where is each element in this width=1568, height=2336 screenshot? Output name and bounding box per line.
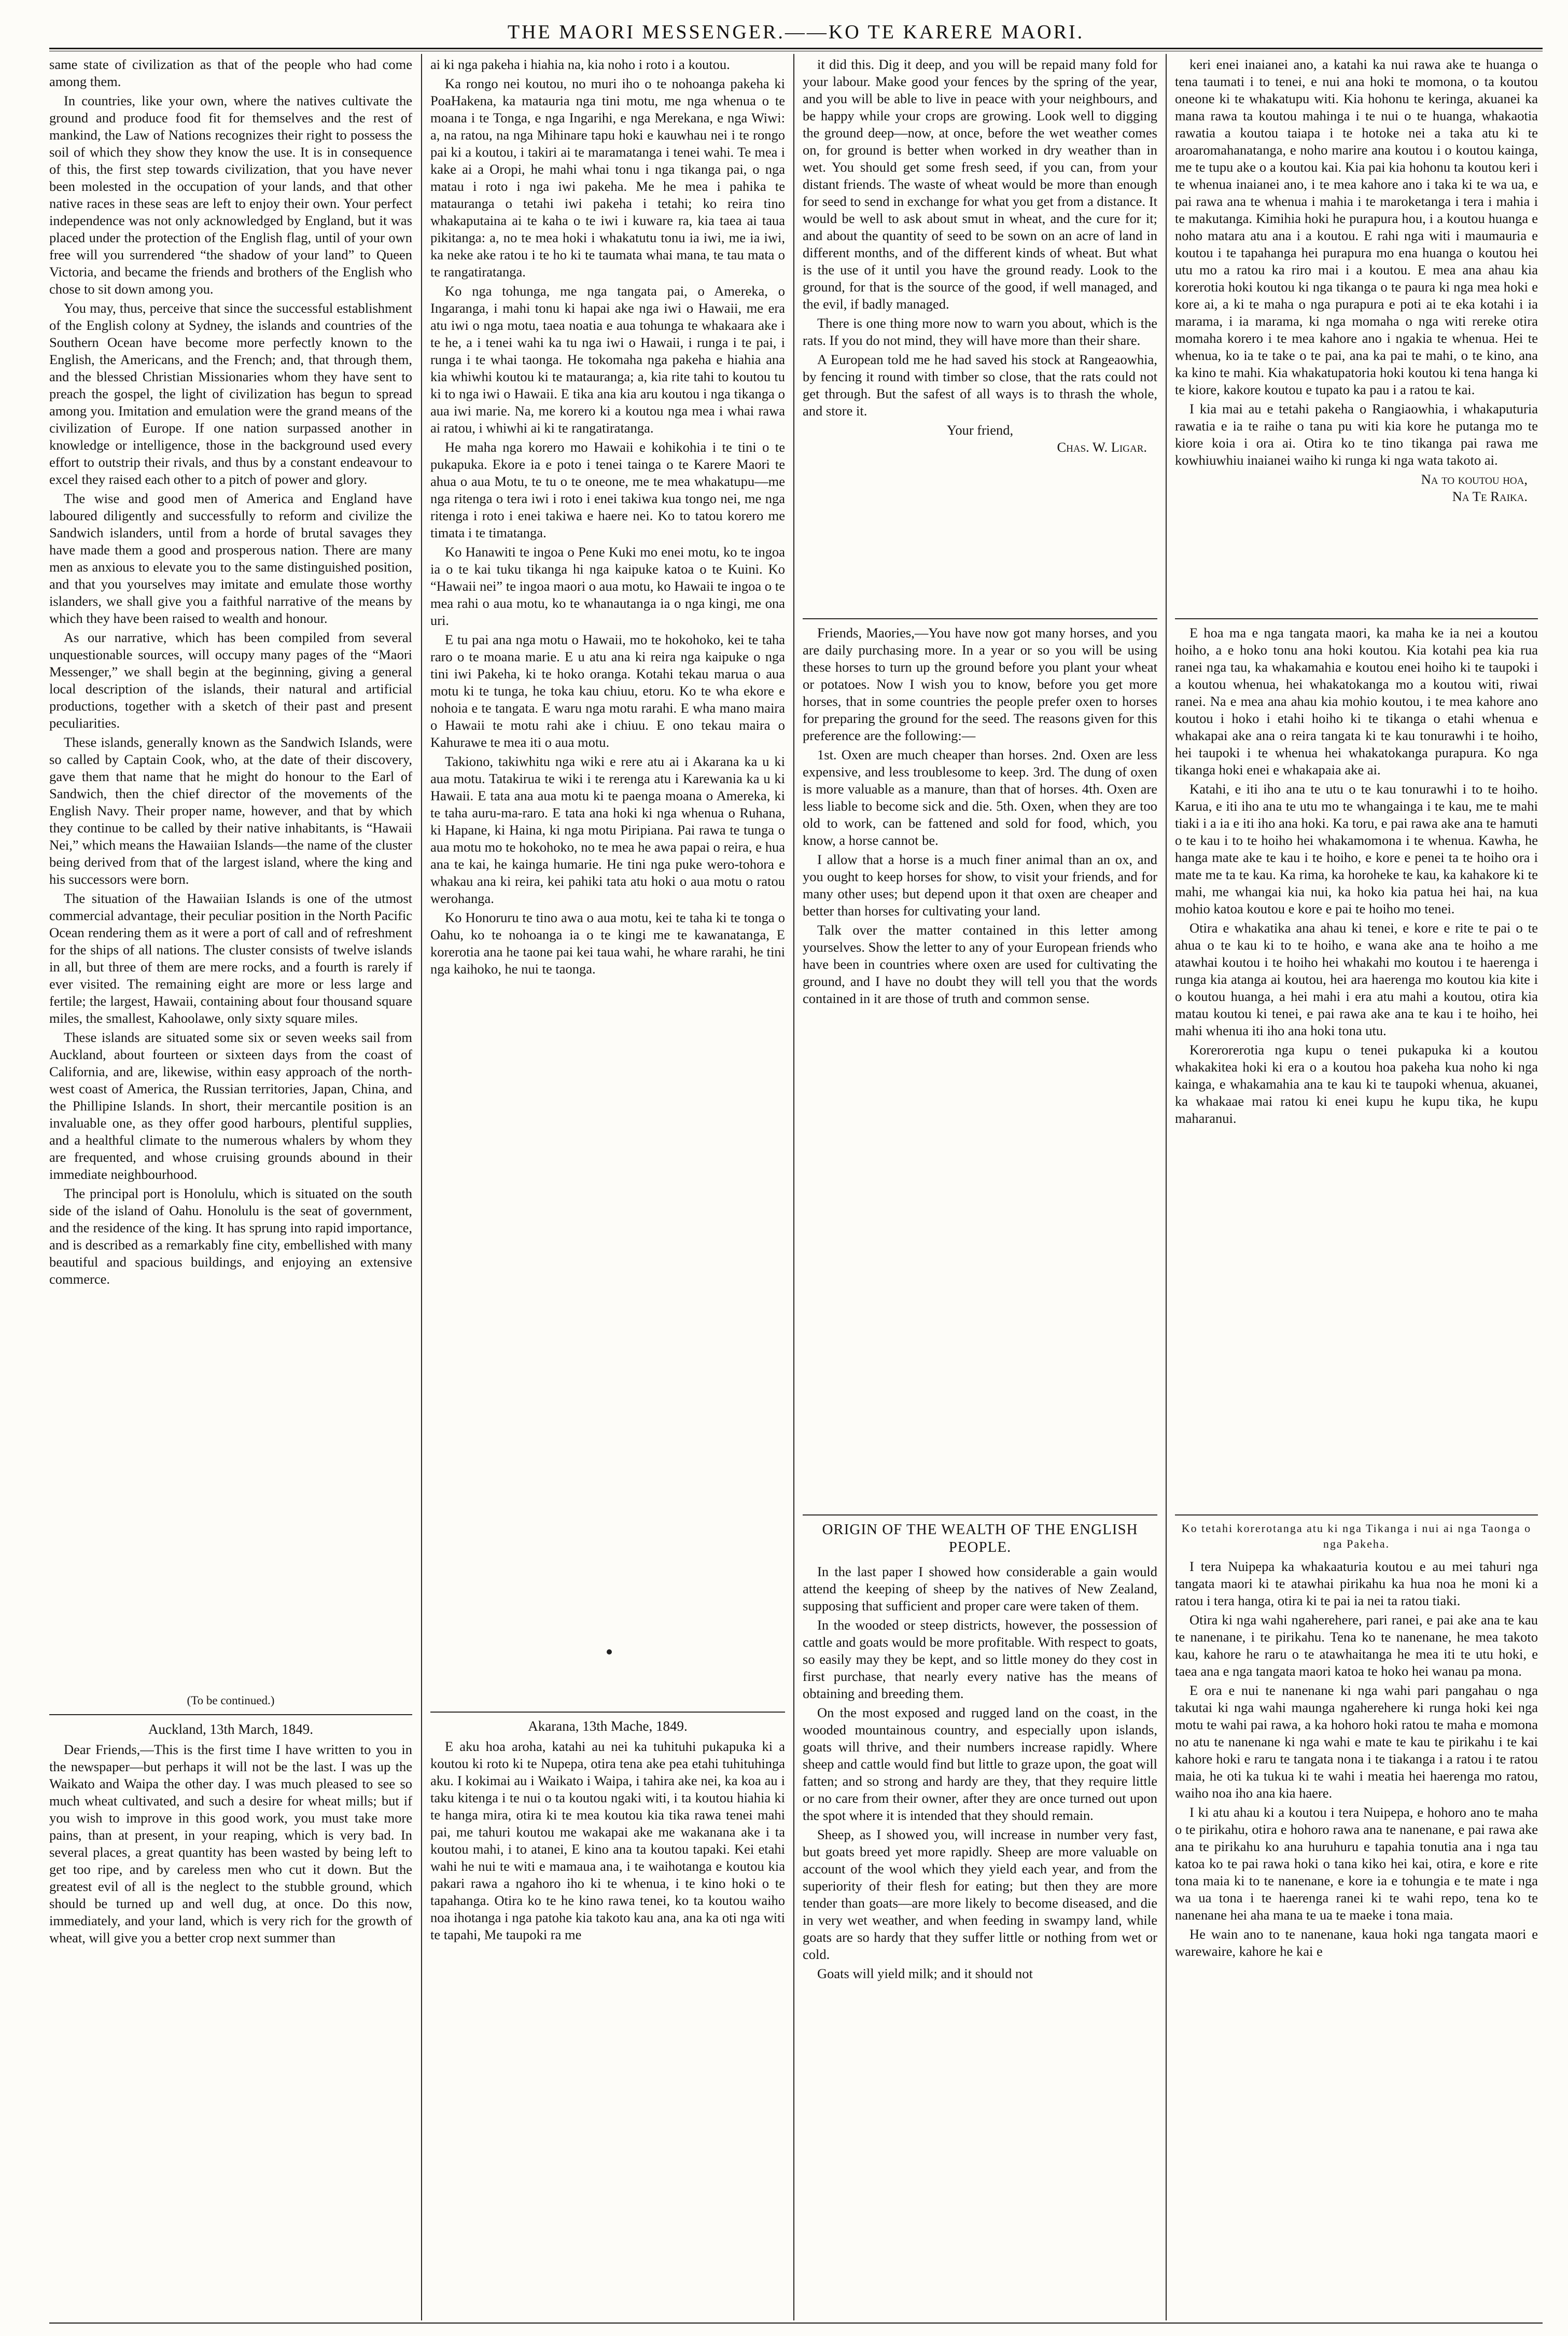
column-english-hawaii xyxy=(49,56,412,1690)
column-divider-2 xyxy=(793,54,794,2320)
ornament-dot xyxy=(607,1649,612,1654)
horses-article-english xyxy=(803,613,1157,1225)
letter-english xyxy=(49,1721,412,2317)
letter-maori xyxy=(430,1706,785,2318)
article-paragraph: same state of civilization as that of the people who had come among them. xyxy=(49,57,412,89)
letter-paragraph: E aku hoa aroha, katahi au nei ka tuhituhi pukapuka ki a koutou ki roto ki te Nupepa, otira tena ake pea etahi tuhituhinga aku. I kokimai au i Waikato i Waipa, i tahira ake nei, ka koa au i taku kitenga i te nui o ta koutou ngaki witi, i ta koutou hiahia ki te hanga mira, otira ki te mea koutou kia tika rawa tenei mahi pai, me tahuri koutou me wakapai ake me wakanana ake i ta koutou mahi, i to atanei, E kino ana ta koutou tapaki. Kei etahi wahi he nui te witi e mamaua ana, i te waihotanga e koutou kia pakari rawa a ngahoro iho ki te whenua, i te kino hoki o te tapahanga. Otira ko te he kino rawa tenei, ko ta koutou waiho noa ihotanga i nga patohe kia takoto kau ana, ana ka oti nga witi te tapahi, Me taupoki ra me xyxy=(430,1739,785,1942)
article-paragraph: Ka rongo nei koutou, no muri iho o te nohoanga pakeha ki PoaHakena, ka matauria nga tini motu, me nga whenua o te moana i te Tonga, e nga Ingarihi, e nga Merekana, e nga Wiwi: a, na ratou, na nga Mihinare tapu hoki e kauwhau nei i te rongo pai ki a koutou, i takiri ai te maramatanga i tenei wahi. Te mea i kake ai a Oropi, he mahi whai tonu i nga tikanga pai, o nga matau i roto i nga iwi pakeha. Me he mea i pahika te matauranga o tetahi iwi pakeha i tetahi; ko reira tino whakaputaina ai te kaha o te iwi i kuware ra, kia taea ai taua pikitanga: a, no te mea hoki i whakatutu tonu ia iwi, me ia iwi, ka neke ake ratou i te ho ki te taumata whai mana, te tau mata o te rangatiratanga. xyxy=(430,76,785,280)
origin-article-maori xyxy=(1175,1509,1538,2318)
article-paragraph: ai ki nga pakeha i hiahia na, kia noho i roto i a koutou. xyxy=(430,57,730,72)
article-paragraph: 1st. Oxen are much cheaper than horses. 2nd. Oxen are less expensive, and less troublesome to keep. 3rd. The dung of oxen is more valuable as a manure, than that of horses. 4th. Oxen are less liable to become sick and die. 5th. Oxen, when they are too old to work, can be fattened and sold for food, which, you know, a horse cannot be. xyxy=(803,747,1157,848)
letter-signature: Chas. W. Ligar. xyxy=(1057,439,1147,455)
letter-closing: Na to koutou hoa, xyxy=(1421,471,1528,487)
article-paragraph: In the wooded or steep districts, however, the possession of cattle and goats would be more profitable. With respect to goats, so easily may they be kept, and so little money do they cost in first purchase, that nearly every native has the means of obtaining and breeding them. xyxy=(803,1617,1157,1701)
letter-closing: Your friend, xyxy=(946,422,1014,438)
section-rule xyxy=(1175,1514,1538,1515)
origin-article-english xyxy=(803,1509,1157,2318)
article-heading: Ko tetahi korerotanga atu ki nga Tikanga i nui ai nga Taonga o nga Pakeha. xyxy=(1181,1522,1532,1550)
article-paragraph: I ki atu ahau ki a koutou i tera Nuipepa, e hohoro ano te maha o te pirikahu, otira e hohoro rawa ana te nanenane, e pai rawa ake ana te pirikahu ko ana huruhuru e tapahia tonutia ana i nga tau katoa ko te pai rawa hoki o tana kiko hei kai, otira, e kore e rite tona maia ki to te nanenane, e kore ia e tohungia e te mate i nga wa ua tona i te haerenga ranei ki te wahi repo, tena ko te nanenane hei aha mana te ua te maeke i tona maia. xyxy=(1175,1804,1538,1923)
letter-continuation-english xyxy=(803,56,1157,554)
letter-continuation-maori xyxy=(1175,56,1538,611)
to-be-continued: (To be continued.) xyxy=(187,1694,275,1707)
letter-paragraph: Dear Friends,—This is the first time I have written to you in the newspaper—but perhaps it will not be the last. I was up the Waikato and Waipa the other day. I was much pleased to see so much wheat cultivated, and such a desire for wheat mills; but if you wish to improve in this good work, you must take more pains, than at present, in your reaping, which is very bad. In several places, a great quantity has been wasted by being left to get too ripe, and by careless men who cut it down. But the greatest evil of all is the neglect to the stubble ground, which should be turned up and well dug, at once. Do this now, immediately, and your land, which is very rich for the growth of wheat, will give you a better crop next summer than xyxy=(49,1742,412,1945)
article-paragraph: Ko Hanawiti te ingoa o Pene Kuki mo enei motu, ko te ingoa ia o te kai tuku tikanga hi nga kaipuke katoa o te Kuini. Ko “Hawaii nei” te ingoa maori o aua motu, ko Hawaii te ingoa o te mea rahi o aua motu, ko te whanautanga ia o nga kingi, me ona uri. xyxy=(430,544,785,628)
article-heading: ORIGIN OF THE WEALTH OF THE ENGLISH PEOPLE. xyxy=(822,1521,1138,1555)
article-paragraph: Goats will yield milk; and it should not xyxy=(817,1966,1033,1981)
masthead-rule xyxy=(49,48,1543,49)
letter-paragraph: it did this. Dig it deep, and you will be repaid many fold for your labour. Make good your fences by the spring of the year, and you will be able to live in peace with your neighbours, and be happy while your crops are growing. Look well to digging the ground deep—now, at once, before the wet weather comes on, for ground is better when worked in dry weather than in wet. You should get some fresh seed, if you can, from your distant friends. The waste of wheat would be more than enough for seed to send in exchange for what you get from a distance. It would be well to ask about smut in wheat, and the cure for it; and about the quantity of seed to be sown on an acre of land in different months, and of the different kinds of wheat. But what is the use of it until you have the ground ready. Look to the ground, for that is the source of the good, if well managed, and the evil, if badly managed. xyxy=(803,57,1157,312)
article-paragraph: Katahi, e iti iho ana te utu o te kau tonurawhi i to te hoiho. Karua, e iti iho ana te utu mo te whangainga i te kau, me te mahi tiaki i a ia e iti iho ana hoki. Ka toru, e pai rawa ake ana te hamuti o te kau i to te hoiho hei whakamomona i te whenua. Kawha, he hanga mate ake te kau i te hoiho, e kore e penei ta te hoiho ora i mate me ta te kau. Ka rima, ka horoheke te kau, ka kahakore ki te mahi, me whangai kia nui, ka hoko kia patua hei hai, na kua mohio katoa koutou e kore e pai te hoiho mo tenei. xyxy=(1175,781,1538,916)
section-rule xyxy=(803,618,1157,619)
article-paragraph: E tu pai ana nga motu o Hawaii, mo te hokohoko, kei te taha raro o te moana marie. E u atu ana ki reira nga kaipuke o nga tini iwi Pakeha, ki te hoko oranga. Kotahi tekau marua o aua motu ki te tunga, he toka kau chiuu, etoru. Ko te wha ekore e nohoia e te tangata. E waru nga motu rarahi. E wha mano maira o Hawaii te motu rahi ake i chiuu. E ono tekau maira o Kahurawe te mea iti o aua motu. xyxy=(430,632,785,750)
article-paragraph: In the last paper I showed how considerable a gain would attend the keeping of sheep by the natives of New Zealand, supposing that sufficient and proper care were taken of them. xyxy=(803,1564,1157,1614)
section-rule xyxy=(1175,618,1538,619)
article-paragraph: Sheep, as I showed you, will increase in number very fast, but goats breed yet more rapidly. Sheep are more valuable on account of the wool which they yield each year, and from the superiority of their flesh for eating; but then they are more tender than goats—are more likely to become diseased, and die in very wet weather, and when feeding in swampy land, while goats are so hardy that they suffer little or nothing from wet or cold. xyxy=(803,1827,1157,1962)
letter-paragraph: I kia mai au e tetahi pakeha o Rangiaowhia, i whakaputuria rawatia e ia te raihe o tana pu witi kia kore he putanga mo te kiore koia i ora ai. Otira ko te tino tikanga pai rawa me kowhiuwhiu inaianei waiho ki runga ki nga wata takoto ai. xyxy=(1175,401,1538,468)
article-paragraph: Otira e whakatika ana ahau ki tenei, e kore e rite te pai o te ahua o te kau ki to te hoiho, e wana ake ana te hoiho a me atawhai koutou i te hoiho hei whakahi mo koutou i te haerenga i runga kia atanga ai koutou, hei ara haerenga mo koutou kia kite i o koutou huanga, a hei mahi i era atu mahi a koutou, otira kia matau koutou ki tenei, e pai rawa ake ana te kau i te hoiho, hei mahi whenua iti iho ana hoki tona utu. xyxy=(1175,920,1538,1038)
continued-note xyxy=(49,1692,412,1720)
article-paragraph: I allow that a horse is a much finer animal than an ox, and you ought to keep horses for show, to visit your friends, and for many other uses; but depend upon it that oxen are cheaper and better than horses for cultivating your land. xyxy=(803,852,1157,919)
letter-paragraph: A European told me he had saved his stock at Rangeaowhia, by fencing it round with timber so close, that the rats could not get through. But the safest of all ways is to thrash the whole, and store it. xyxy=(803,352,1157,419)
article-paragraph: The wise and good men of America and England have laboured diligently and successfully to reform and civilize the Sandwich islanders, until from a horde of brutal savages they have made them a good and prosperous nation. There are many men as anxious to elevate you to the same distinguished position, and that you yourselves may imitate and emulate those worthy islanders, we shall give you a faithful narrative of the means by which they have been raised to wealth and honour. xyxy=(49,491,412,626)
page-bottom-rule xyxy=(49,2323,1543,2324)
article-paragraph: The principal port is Honolulu, which is situated on the south side of the island of Oahu. Honolulu is the seat of government, and the residence of the king. It has sprung into rapid importance, and is described as a remarkably fine city, embellished with many beautiful and spacious buildings, and enjoying an extensive commerce. xyxy=(49,1186,412,1287)
article-paragraph: In countries, like your own, where the natives cultivate the ground and produce food fit for themselves and the rest of mankind, the Law of Nations recognizes their right to possess the soil of which they show they know the use. It is in consequence of this, the first step towards civilization, that you have never been molested in the occupation of your lands, and that other native races in these seas are left to enjoy their own. Your perfect independence was not only acknowledged by England, but it was placed under the protection of the English flag, until of your own free will you surrendered “the shadow of your land” to Queen Victoria, and became the friends and brothers of the English who chose to sit down among you. xyxy=(49,93,412,297)
newspaper-masthead: THE MAORI MESSENGER.——KO TE KARERE MAORI. xyxy=(507,21,1085,43)
article-paragraph: I tera Nuipepa ka whakaaturia koutou e au mei tahuri nga tangata maori ki te atawhai pirikahu ka hua noa he moni ki a ratou i tera hanga, otira ki te pai ia nei ta ratou tiaki. xyxy=(1175,1559,1538,1608)
horses-article-maori xyxy=(1175,613,1538,1225)
article-paragraph: The situation of the Hawaiian Islands is one of the utmost commercial advantage, their peculiar position in the North Pacific Ocean rendering them as it were a port of call and of refreshment for the ships of all nations. The cluster consists of twelve islands in all, but three of them are mere rocks, and a fourth is rarely if ever visited. The remaining eight are more or less large and fertile; the largest, Hawaii, containing about four thousand square miles, the smallest, Kahoolawe, only sixty square miles. xyxy=(49,891,412,1026)
letter-paragraph: keri enei inaianei ano, a katahi ka nui rawa ake te huanga o tena taumati i to tenei, e nui ana hoki te momona, o ta koutou oneone ki te whakatupu witi. Kia hohonu te keringa, akuanei ka mana rawa ta koutou mahinga i te nui o te huanga, whakaotia rawatia a koutou taiapa i te hotoke nei a taka atu ki te aroaromahanatanga, e noho marire ana koutou i o koutou kainga, me te tupu ake o a koutou kai. Kia pai kia hohonu ta koutou keri i te whenua inaianei ano, i te mea kahore ano i taka ki te wa ua, e pai rawa ana te whenua i mahia i te maroketanga i tera i mahia i te makutanga. Kimihia hoki he purapura hou, i a koutou huanga e noho matara atu ana i a koutou. E rahi nga witi i maumauria e koutou i te tapahanga hei purapura mo ena huanga o koutou hei utu mo a ratou ka riro mai i a koutou. E mea ana ahau kia korerotia hoki koutou ki nga tikanga o te paura ki nga mea hoki e kore ai, a ki te maha o nga purapura e poti ai te eka kotahi i ia marama, i ia marama, ki nga momaha o nga witi rereke otira momaha korero i te mea kahore ano i ngakia te whenua. Hei te whenua, ko ia te take o te pai, ana ka pai te mahi, o te kino, ana ka kino te mahi. Kia whakatupatoria hoki koutou ki tena hanga ki te kiore, kakore koutou e tupato ka pau i a ratou te kai. xyxy=(1175,57,1538,397)
article-paragraph: Friends, Maories,—You have now got many horses, and you are daily purchasing more. In a year or so you will be using these horses to turn up the ground before you plant your wheat or potatoes. Now I wish you to know, before you get more horses, that in some countries the people prefer oxen to horses for preparing the ground for the seed. The reasons given for this preference are the following:— xyxy=(803,625,1157,743)
article-paragraph: Ko Honoruru te tino awa o aua motu, kei te taha ki te tonga o Oahu, ko te nohoanga ia o te kingi me te kawanatanga, E korerotia ana he taone pai kei taua wahi, he whare rarahi, he tini nga kaihoko, he nui te taonga. xyxy=(430,910,785,977)
article-paragraph: You may, thus, perceive that since the successful establishment of the English colony at Sydney, the islands and countries of the Southern Ocean have become more perfectly known to the English, the Americans, and the French; and, that through them, and the blessed Christian Missionaries whom they have sent to preach the gospel, the light of civilization has begun to spread among you. Imitation and emulation were the grand means of the civilization of Europe. If one nation surpassed another in knowledge or intelligence, those in the background used every effort to outstrip their rivals, and thus by a constant endeavour to excel they raised each other to a pitch of power and glory. xyxy=(49,300,412,487)
section-rule xyxy=(430,1712,785,1713)
article-paragraph: He maha nga korero mo Hawaii e kohikohia i te tini o te pukapuka. Ekore ia e poto i tenei tainga o te Karere Maori te ahua o aua Motu, te tu o te oneone, me te mea whakatupu—me nga ritenga o tera iwi i roto i enei takiwa kua tongo nei, me nga ritenga i roto i enei takiwa e haere nei. Ko to tatou korero me timata i te timatanga. xyxy=(430,439,785,540)
article-paragraph: These islands, generally known as the Sandwich Islands, were so called by Captain Cook, who, at the date of their discovery, gave them that name that he might do honour to the Earl of Sandwich, then the chief director of the movements of the English Navy. Their proper name, however, and that by which they continue to be called by their native inhabitants, is “Hawaii Nei,” which means the Hawaiian Islands—the name of the cluster being derived from that of the largest island, where the king and his successors were born. xyxy=(49,734,412,887)
column-divider-1 xyxy=(421,54,422,2320)
article-paragraph: Takiono, takiwhitu nga wiki e rere atu ai i Akarana ka u ki aua motu. Tatakirua te wiki i te rerenga atu i Karewania ka u ki Hawaii. E tata ana aua motu ki te paenga moana o Amereka, ki te taha auru-ma-raro. E tata ana hoki ki nga whenua o Ruhana, ki Hapane, ki Haina, ki nga motu Piripiana. Pai rawa te tunga o aua motu mo te hokohoko, no te mea he awa papai o reira, e hua ana te kai, he kainga humarie. He tini nga puke wero-tohora e whakau ana ki reira, kei pahiki tata atu hoki o aua motu o ratou werohanga. xyxy=(430,754,785,906)
article-paragraph: These islands are situated some six or seven weeks sail from Auckland, about fourteen or sixteen days from the coast of California, and are, likewise, within easy approach of the north-west coast of America, the Russian territories, Japan, China, and the Phillipine Islands. In short, their mercantile position is an invaluable one, as they offer good harbours, plentiful supplies, and a healthful climate to the numerous whalers by whom they are frequented, and whose cruising grounds abound in their immediate neighbourhood. xyxy=(49,1030,412,1182)
column-maori-hawaii xyxy=(430,56,785,1353)
article-paragraph: As our narrative, which has been compiled from several unquestionable sources, will occupy many pages of the “Maori Messenger,” we shall begin at the beginning, giving a general local description of the islands, their natural and artificial productions, together with a sketch of their past and present peculiarities. xyxy=(49,630,412,731)
article-paragraph: E ora e nui te nanenane ki nga wahi pari pangahau o nga takutai ki nga wahi maunga ngaherehere ki runga hoki kei nga motu te wahi pai rawa, a ka hohoro hoki ratou te maha e momona no atu te nanenane ki nga wahi e mate te kau te pirikahu i te kai kahore hoki e raru te tangata nona i te tiakanga i a ratou i te ratou maia, he oti ka tukua ki te wahi i meatia hei haerenga mo ratou, waiho noa iho ana kia haere. xyxy=(1175,1683,1538,1801)
article-paragraph: Otira ki nga wahi ngaherehere, pari ranei, e pai ake ana te kau te nanenane, i te pirikahu. Tena ko te nanenane, he mea takoto kau, kahore he raru o te atawhaitanga he mea iti te utu hoki, e taea ana e nga tangata maori katoa te hoko hei wanau pa mona. xyxy=(1175,1612,1538,1679)
article-paragraph: Korerorerotia nga kupu o tenei pukapuka ki a koutou whakakitea hoki ki era o a koutou hoa pakeha kua noho ki nga kainga, e whakamahia ana te kau ki te taupoki whenua, akuanei, ka whakaae mai ratou ki enei kupu he kupu tika, he kupu maharanui. xyxy=(1175,1042,1538,1126)
letter-dateline: Auckland, 13th March, 1849. xyxy=(148,1721,313,1737)
article-paragraph: Talk over the matter contained in this letter among yourselves. Show the letter to any of your European friends who have been in countries where oxen are used for cultivating the ground, and I have no doubt they will tell you that the words contained in it are those of truth and common sense. xyxy=(803,922,1157,1006)
letter-paragraph: There is one thing more now to warn you about, which is the rats. If you do not mind, they will have more than their share. xyxy=(803,315,1157,348)
article-paragraph: He wain ano to te nanenane, kaua hoki nga tangata maori e warewaire, kahore he kai e xyxy=(1175,1926,1538,1959)
section-rule xyxy=(49,1714,412,1715)
letter-dateline: Akarana, 13th Mache, 1849. xyxy=(528,1718,688,1734)
article-paragraph: On the most exposed and rugged land on the coast, in the wooded mountainous country, and especially upon islands, goats will thrive, and their numbers increase rapidly. Where sheep and cattle would find but little to graze upon, the goat will fatten; and so strong and hardy are they, that they require little or no care from their owner, after they are once turned out upon the spot where it is intended that they should remain. xyxy=(803,1705,1157,1823)
article-paragraph: E hoa ma e nga tangata maori, ka maha ke ia nei a koutou hoiho, a e hoko tonu ana hoki koutou. Kia kotahi pea kia rua ranei nga tau, ka whakamahia e koutou enei hoiho ki te taupoki i a koutou whenua, hei whakatokanga mo a koutou witi, riwai ranei. Na e mea ana ahau kia mohio koutou, i te mea kahore ano koutou i hoko i etahi hoiho ki te tikanga o etahi whenua e whakapai ake ana o reira tangata ki te kau tonurawhi i te hoiho, hei taupoki i te whenua hei whakatokanga purapura. Ko nga tikanga hoki enei e whakapaia ake ai. xyxy=(1175,625,1538,777)
section-rule xyxy=(803,1514,1157,1515)
column-divider-3 xyxy=(1166,54,1167,2320)
article-paragraph: Ko nga tohunga, me nga tangata pai, o Amereka, o Ingaranga, i mahi tonu ki hapai ake nga iwi o Hawaii, me era atu iwi o nga motu, taea noatia e aua tohunga te whakaara ake i te he, a i tenei wahi ka tu nga iwi o Hawaii, i runga i te pai, i runga i te whai taonga. He tokomaha nga pakeha e hiahia ana kia whiwhi koutou ki te matauranga; a, kia rite tahi to koutou tu ki to nga iwi o Hawaii. E tika ana kia aru koutou i nga tikanga o aua iwi marie. Na, me korero ki a koutou nga mea i whai rawa ai ratou, i whiwhi ai ki te rangatiratanga. xyxy=(430,283,785,436)
letter-signature: Na Te Raika. xyxy=(1452,489,1528,504)
